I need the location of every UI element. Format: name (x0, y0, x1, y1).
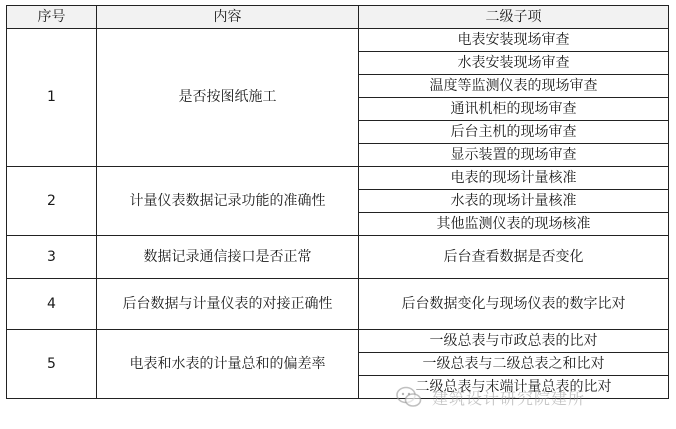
table-row (7, 29, 669, 52)
table-row (7, 236, 669, 279)
watermark-text: 建筑设计研究院建所 (432, 389, 586, 408)
row-content: 计量仪表数据记录功能的准确性 (97, 167, 359, 236)
row-number: 2 (7, 167, 97, 236)
sub-item: 二级总表与末端计量总表的比对 (359, 376, 669, 399)
sub-item: 后台数据变化与现场仪表的数字比对 (359, 279, 669, 330)
header-row (7, 6, 669, 29)
row-content: 是否按图纸施工 (97, 29, 359, 167)
header-content: 内容 (97, 6, 359, 29)
table-row (7, 279, 669, 330)
row-content: 数据记录通信接口是否正常 (97, 236, 359, 279)
inspection-table (6, 5, 669, 399)
row-content: 电表和水表的计量总和的偏差率 (97, 330, 359, 399)
row-number: 1 (7, 29, 97, 167)
sub-item: 通讯机柜的现场审查 (359, 98, 669, 121)
sub-item: 其他监测仪表的现场核准 (359, 213, 669, 236)
table-row (7, 167, 669, 190)
row-number: 5 (7, 330, 97, 399)
sub-item: 水表安装现场审查 (359, 52, 669, 75)
header-serial-number: 序号 (7, 6, 97, 29)
row-number: 4 (7, 279, 97, 330)
sub-item: 水表的现场计量核准 (359, 190, 669, 213)
sub-item: 一级总表与二级总表之和比对 (359, 353, 669, 376)
header-sub-item: 二级子项 (359, 6, 669, 29)
sub-item: 后台查看数据是否变化 (359, 236, 669, 279)
row-number: 3 (7, 236, 97, 279)
sub-item: 电表的现场计量核准 (359, 167, 669, 190)
sub-item: 一级总表与市政总表的比对 (359, 330, 669, 353)
sub-item: 电表安装现场审查 (359, 29, 669, 52)
row-content: 后台数据与计量仪表的对接正确性 (97, 279, 359, 330)
sub-item: 显示装置的现场审查 (359, 144, 669, 167)
sub-item: 后台主机的现场审查 (359, 121, 669, 144)
sub-item: 温度等监测仪表的现场审查 (359, 75, 669, 98)
table-row (7, 330, 669, 353)
